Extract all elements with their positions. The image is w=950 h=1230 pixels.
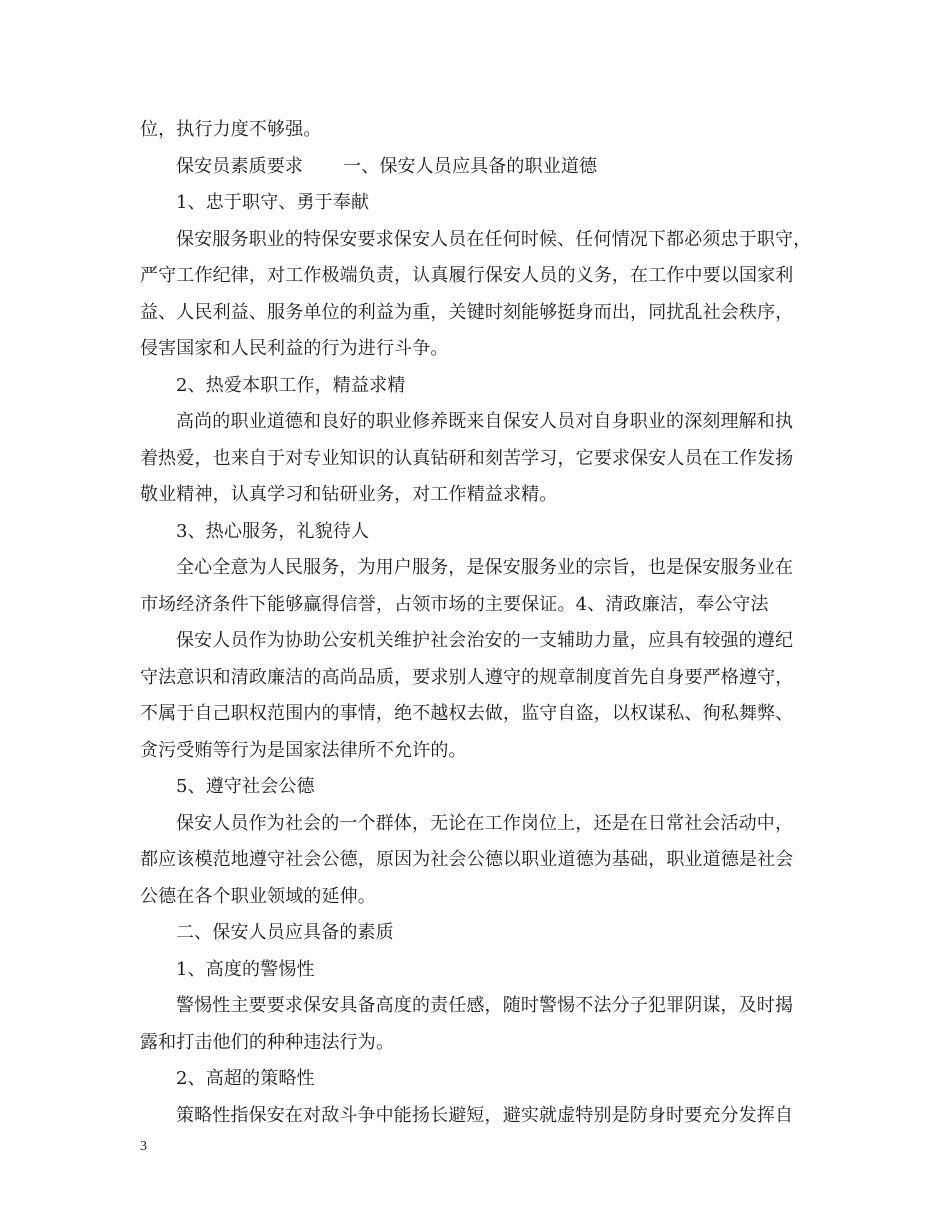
heading-text: 保安员素质要求 — [176, 155, 304, 177]
subheading-line: 1、忠于职守、勇于奉献 — [176, 192, 370, 213]
subheading-line: 2、热爱本职工作，精益求精 — [176, 374, 406, 396]
subheading-line: 3、热心服务，礼貌待人 — [176, 520, 370, 542]
text-line: 高尚的职业道德和良好的职业修养既来自保安人员对自身职业的深刻理解和执 — [176, 411, 794, 432]
text-line: 位，执行力度不够强。 — [140, 119, 322, 140]
text-line: 着热爱，也来自于对专业知识的认真钻研和刻苦学习，它要求保安人员在工作发扬 — [140, 447, 794, 469]
section-heading-line: 二、保安人员应具备的素质 — [176, 922, 394, 943]
text-line: 都应该模范地遵守社会公德，原因为社会公德以职业道德为基础，职业道德是社会 — [140, 849, 794, 870]
subheading-line: 5、遵守社会公德 — [176, 776, 315, 797]
text-line: 策略性指保安在对敌斗争中能扬长避短，避实就虚特别是防身时要充分发挥自 — [176, 1104, 794, 1126]
document-body — [140, 112, 820, 1134]
text-line: 市场经济条件下能够赢得信誉，占领市场的主要保证。4、清政廉洁，奉公守法 — [140, 593, 769, 615]
section-heading-line — [140, 149, 820, 186]
text-line: 全心全意为人民服务，为用户服务，是保安服务业的宗旨，也是保安服务业在 — [176, 557, 794, 578]
subheading-line: 1、高度的警惕性 — [176, 958, 315, 980]
text-line: 露和打击他们的种种违法行为。 — [140, 1031, 395, 1053]
text-line: 不属于自己职权范围内的事情，绝不越权去做，监守自盗，以权谋私、徇私舞弊、 — [140, 703, 794, 724]
text-line: 公德在各个职业领域的延伸。 — [140, 885, 376, 907]
text-line: 贪污受贿等行为是国家法律所不允许的。 — [140, 739, 467, 761]
subheading-line: 2、高超的策略性 — [176, 1068, 315, 1089]
text-line: 守法意识和清政廉洁的高尚品质，要求别人遵守的规章制度首先自身要严格遵守， — [140, 666, 794, 688]
text-line: 保安服务职业的特保安要求保安人员在任何时候、任何情况下都必须忠于职守， — [176, 228, 812, 250]
text-line: 益、人民利益、服务单位的利益为重，关键时刻能够挺身而出，同扰乱社会秩序， — [140, 301, 794, 323]
text-line: 保安人员作为社会的一个群体，无论在工作岗位上，还是在日常社会活动中， — [176, 812, 794, 834]
text-line: 保安人员作为协助公安机关维护社会治安的一支辅助力量，应具有较强的遵纪 — [176, 630, 794, 651]
text-line: 严守工作纪律，对工作极端负责，认真履行保安人员的义务，在工作中要以国家利 — [140, 265, 794, 286]
heading-text: 一、保安人员应具备的职业道德 — [343, 155, 598, 177]
page-number: 3 — [140, 1139, 147, 1154]
text-line: 敬业精神，认真学习和钻研业务，对工作精益求精。 — [140, 484, 558, 505]
text-line: 警惕性主要要求保安具备高度的责任感，随时警惕不法分子犯罪阴谋，及时揭 — [176, 995, 794, 1016]
text-line: 侵害国家和人民利益的行为进行斗争。 — [140, 338, 449, 359]
